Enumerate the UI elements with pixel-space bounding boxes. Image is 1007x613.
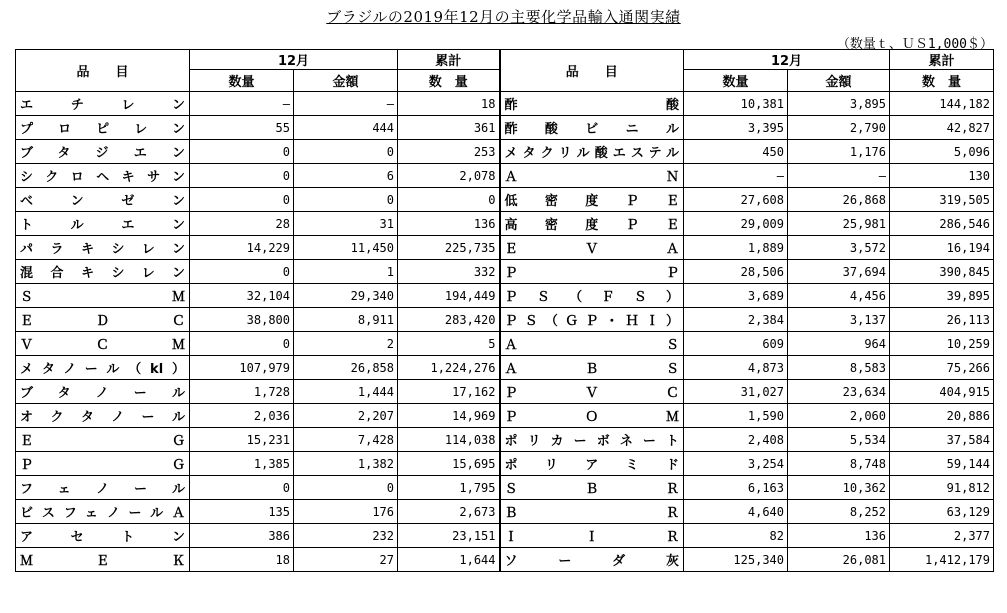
item-label: ＰＳ（ＦＳ） — [504, 290, 679, 305]
right-item-name — [500, 116, 684, 140]
right-amt-cell: 2,060 — [788, 404, 890, 428]
right-qty-cell: 28,506 — [684, 260, 788, 284]
item-label: ベンゼン — [20, 194, 185, 209]
header-amount-right: 金額 — [788, 70, 890, 92]
right-amt-cell: 3,572 — [788, 236, 890, 260]
right-qty-cell: 4,873 — [684, 356, 788, 380]
right-item-name — [500, 452, 684, 476]
left-cum-cell: 1,644 — [398, 548, 500, 572]
left-item-name — [16, 380, 190, 404]
item-label: ＰＯＭ — [504, 410, 679, 425]
right-cum-cell: 404,915 — [890, 380, 994, 404]
left-cum-cell: 225,735 — [398, 236, 500, 260]
right-item-name — [500, 164, 684, 188]
left-item-name — [16, 428, 190, 452]
page-title: ブラジルの2019年12月の主要化学品輸入通関実績 — [326, 8, 681, 26]
left-amt-cell: 2,207 — [294, 404, 398, 428]
table-row — [16, 212, 994, 236]
left-cum-cell: 1,795 — [398, 476, 500, 500]
right-item-name — [500, 404, 684, 428]
left-amt-cell: 1,444 — [294, 380, 398, 404]
table-row — [16, 188, 994, 212]
item-label: ＳＭ — [20, 290, 185, 305]
left-cum-cell: 253 — [398, 140, 500, 164]
item-label: メタクリル酸エステル — [504, 146, 679, 161]
left-qty-cell: 0 — [190, 164, 294, 188]
item-label: パラキシレン — [20, 242, 185, 257]
header-quantity-left: 数量 — [190, 70, 294, 92]
right-amt-cell: 8,748 — [788, 452, 890, 476]
right-amt-cell: 37,694 — [788, 260, 890, 284]
item-label: 混合キシレン — [20, 266, 185, 281]
table-row — [16, 236, 994, 260]
left-item-name — [16, 452, 190, 476]
left-qty-cell: 0 — [190, 332, 294, 356]
item-label: シクロヘキサン — [20, 170, 185, 185]
left-qty-cell: — — [190, 92, 294, 116]
right-amt-cell: 8,252 — [788, 500, 890, 524]
table-row — [16, 164, 994, 188]
item-label: 高密度ＰＥ — [504, 218, 679, 233]
left-amt-cell: 2 — [294, 332, 398, 356]
left-item-name — [16, 332, 190, 356]
item-label: プロピレン — [20, 122, 185, 137]
table-row — [16, 500, 994, 524]
right-cum-cell: 20,886 — [890, 404, 994, 428]
left-cum-cell: 136 — [398, 212, 500, 236]
right-amt-cell: 1,176 — [788, 140, 890, 164]
right-qty-cell: 609 — [684, 332, 788, 356]
left-amt-cell: 31 — [294, 212, 398, 236]
unit-note: （数量ｔ、ＵＳ1,000＄） — [836, 37, 993, 52]
left-amt-cell: 176 — [294, 500, 398, 524]
left-cum-cell: 14,969 — [398, 404, 500, 428]
table-row — [16, 428, 994, 452]
left-item-name — [16, 476, 190, 500]
item-label: ＥＶＡ — [504, 242, 679, 257]
table-row — [16, 140, 994, 164]
left-item-name — [16, 140, 190, 164]
right-qty-cell: 3,254 — [684, 452, 788, 476]
right-cum-cell: 39,895 — [890, 284, 994, 308]
left-item-name — [16, 308, 190, 332]
left-item-name — [16, 188, 190, 212]
left-qty-cell: 135 — [190, 500, 294, 524]
left-cum-cell: 2,673 — [398, 500, 500, 524]
right-item-name — [500, 92, 684, 116]
right-amt-cell: 26,081 — [788, 548, 890, 572]
left-amt-cell: 29,340 — [294, 284, 398, 308]
right-item-name — [500, 236, 684, 260]
header-cumulative-right: 累計 — [890, 50, 994, 70]
table-row — [16, 356, 994, 380]
right-qty-cell: 3,689 — [684, 284, 788, 308]
header-month-left: 12月 — [190, 50, 398, 70]
right-qty-cell: 31,027 — [684, 380, 788, 404]
left-qty-cell: 0 — [190, 188, 294, 212]
item-label: 酢酸ビニル — [504, 122, 679, 137]
left-amt-cell: 27 — [294, 548, 398, 572]
item-label: フェノール — [20, 482, 185, 497]
right-item-name — [500, 524, 684, 548]
left-amt-cell: 8,911 — [294, 308, 398, 332]
left-amt-cell: 1,382 — [294, 452, 398, 476]
left-qty-cell: 1,385 — [190, 452, 294, 476]
left-item-name — [16, 524, 190, 548]
header-month-right: 12月 — [684, 50, 890, 70]
item-label: ＭＥＫ — [20, 554, 185, 569]
header-cum-quantity-right: 数 量 — [890, 70, 994, 92]
right-cum-cell: 319,505 — [890, 188, 994, 212]
right-qty-cell: — — [684, 164, 788, 188]
right-amt-cell: 23,634 — [788, 380, 890, 404]
right-qty-cell: 2,408 — [684, 428, 788, 452]
item-label: ＶＣＭ — [20, 338, 185, 353]
right-amt-cell: 4,456 — [788, 284, 890, 308]
right-item-name — [500, 260, 684, 284]
left-qty-cell: 386 — [190, 524, 294, 548]
right-qty-cell: 1,590 — [684, 404, 788, 428]
right-cum-cell: 390,845 — [890, 260, 994, 284]
right-amt-cell: 5,534 — [788, 428, 890, 452]
item-label: オクタノール — [20, 410, 185, 425]
left-item-name — [16, 116, 190, 140]
left-cum-cell: 23,151 — [398, 524, 500, 548]
table-row — [16, 380, 994, 404]
right-qty-cell: 29,009 — [684, 212, 788, 236]
right-item-name — [500, 428, 684, 452]
item-label: ＡＢＳ — [504, 362, 679, 377]
right-qty-cell: 3,395 — [684, 116, 788, 140]
left-qty-cell: 18 — [190, 548, 294, 572]
right-item-name — [500, 332, 684, 356]
right-item-name — [500, 140, 684, 164]
right-cum-cell: 16,194 — [890, 236, 994, 260]
left-cum-cell: 283,420 — [398, 308, 500, 332]
item-label: ＥＧ — [20, 434, 185, 449]
right-qty-cell: 82 — [684, 524, 788, 548]
right-item-name — [500, 380, 684, 404]
item-label: ブタノール — [20, 386, 185, 401]
left-item-name — [16, 92, 190, 116]
left-amt-cell: — — [294, 92, 398, 116]
right-item-name — [500, 284, 684, 308]
item-label: ＥＤＣ — [20, 314, 185, 329]
table-row — [16, 92, 994, 116]
right-cum-cell: 144,182 — [890, 92, 994, 116]
left-qty-cell: 107,979 — [190, 356, 294, 380]
table-row — [16, 524, 994, 548]
right-qty-cell: 2,384 — [684, 308, 788, 332]
left-qty-cell: 0 — [190, 476, 294, 500]
left-qty-cell: 1,728 — [190, 380, 294, 404]
left-item-name — [16, 404, 190, 428]
right-qty-cell: 4,640 — [684, 500, 788, 524]
left-item-name — [16, 356, 190, 380]
header-item-left: 品 目 — [16, 50, 190, 92]
left-qty-cell: 32,104 — [190, 284, 294, 308]
right-amt-cell: 3,895 — [788, 92, 890, 116]
header-item-right: 品 目 — [500, 50, 684, 92]
item-label: メタノール（kl） — [20, 362, 185, 377]
left-item-name — [16, 548, 190, 572]
right-cum-cell: 286,546 — [890, 212, 994, 236]
left-cum-cell: 17,162 — [398, 380, 500, 404]
item-label: ビスフェノールＡ — [20, 506, 185, 521]
left-amt-cell: 1 — [294, 260, 398, 284]
left-cum-cell: 1,224,276 — [398, 356, 500, 380]
right-item-name — [500, 500, 684, 524]
left-cum-cell: 332 — [398, 260, 500, 284]
right-cum-cell: 63,129 — [890, 500, 994, 524]
right-amt-cell: 2,790 — [788, 116, 890, 140]
right-qty-cell: 125,340 — [684, 548, 788, 572]
item-label: ＰＰ — [504, 266, 679, 281]
right-amt-cell: 3,137 — [788, 308, 890, 332]
left-cum-cell: 5 — [398, 332, 500, 356]
right-cum-cell: 2,377 — [890, 524, 994, 548]
right-amt-cell: 10,362 — [788, 476, 890, 500]
left-qty-cell: 55 — [190, 116, 294, 140]
header-cumulative-left: 累計 — [398, 50, 500, 70]
right-cum-cell: 75,266 — [890, 356, 994, 380]
right-qty-cell: 6,163 — [684, 476, 788, 500]
right-amt-cell: 964 — [788, 332, 890, 356]
left-qty-cell: 38,800 — [190, 308, 294, 332]
left-qty-cell: 2,036 — [190, 404, 294, 428]
left-amt-cell: 6 — [294, 164, 398, 188]
item-label: 酢酸 — [504, 98, 679, 113]
left-amt-cell: 0 — [294, 188, 398, 212]
item-label: エチレン — [20, 98, 185, 113]
right-qty-cell: 27,608 — [684, 188, 788, 212]
left-amt-cell: 0 — [294, 140, 398, 164]
right-cum-cell: 59,144 — [890, 452, 994, 476]
table-row — [16, 284, 994, 308]
table-row — [16, 476, 994, 500]
right-item-name — [500, 356, 684, 380]
left-qty-cell: 0 — [190, 260, 294, 284]
right-item-name — [500, 212, 684, 236]
left-qty-cell: 15,231 — [190, 428, 294, 452]
item-label: ＩＩＲ — [504, 530, 679, 545]
table-row — [16, 116, 994, 140]
right-item-name — [500, 548, 684, 572]
item-label: アセトン — [20, 530, 185, 545]
left-item-name — [16, 236, 190, 260]
right-cum-cell: 42,827 — [890, 116, 994, 140]
right-cum-cell: 130 — [890, 164, 994, 188]
item-label: ＰＶＣ — [504, 386, 679, 401]
left-item-name — [16, 500, 190, 524]
item-label: 低密度ＰＥ — [504, 194, 679, 209]
table-row — [16, 548, 994, 572]
item-label: ＡＮ — [504, 170, 679, 185]
right-qty-cell: 1,889 — [684, 236, 788, 260]
left-amt-cell: 0 — [294, 476, 398, 500]
table-row — [16, 404, 994, 428]
right-cum-cell: 37,584 — [890, 428, 994, 452]
left-amt-cell: 444 — [294, 116, 398, 140]
right-cum-cell: 10,259 — [890, 332, 994, 356]
left-item-name — [16, 260, 190, 284]
left-amt-cell: 232 — [294, 524, 398, 548]
item-label: ポリカーボネート — [504, 434, 679, 449]
item-label: ＢＲ — [504, 506, 679, 521]
right-amt-cell: 25,981 — [788, 212, 890, 236]
right-cum-cell: 5,096 — [890, 140, 994, 164]
left-item-name — [16, 164, 190, 188]
right-item-name — [500, 308, 684, 332]
item-label: ＰＧ — [20, 458, 185, 473]
left-cum-cell: 194,449 — [398, 284, 500, 308]
item-label: ＰＳ（ＧＰ・ＨＩ） — [504, 314, 679, 329]
right-qty-cell: 10,381 — [684, 92, 788, 116]
table-row — [16, 332, 994, 356]
item-label: ＡＳ — [504, 338, 679, 353]
header-cum-quantity-left: 数 量 — [398, 70, 500, 92]
left-cum-cell: 15,695 — [398, 452, 500, 476]
left-item-name — [16, 284, 190, 308]
item-label: トルエン — [20, 218, 185, 233]
header-amount-left: 金額 — [294, 70, 398, 92]
left-amt-cell: 7,428 — [294, 428, 398, 452]
right-amt-cell: — — [788, 164, 890, 188]
left-cum-cell: 18 — [398, 92, 500, 116]
right-cum-cell: 91,812 — [890, 476, 994, 500]
item-label: ポリアミド — [504, 458, 679, 473]
table-row — [16, 452, 994, 476]
left-cum-cell: 2,078 — [398, 164, 500, 188]
left-amt-cell: 26,858 — [294, 356, 398, 380]
left-amt-cell: 11,450 — [294, 236, 398, 260]
right-cum-cell: 26,113 — [890, 308, 994, 332]
right-qty-cell: 450 — [684, 140, 788, 164]
import-table — [15, 49, 994, 572]
left-item-name — [16, 212, 190, 236]
left-cum-cell: 0 — [398, 188, 500, 212]
right-item-name — [500, 188, 684, 212]
left-qty-cell: 14,229 — [190, 236, 294, 260]
left-qty-cell: 28 — [190, 212, 294, 236]
left-qty-cell: 0 — [190, 140, 294, 164]
table-row — [16, 260, 994, 284]
table-row — [16, 308, 994, 332]
right-amt-cell: 26,868 — [788, 188, 890, 212]
right-amt-cell: 136 — [788, 524, 890, 548]
item-label: ソーダ灰 — [504, 554, 679, 569]
right-cum-cell: 1,412,179 — [890, 548, 994, 572]
item-label: ＳＢＲ — [504, 482, 679, 497]
item-label: ブタジエン — [20, 146, 185, 161]
header-quantity-right: 数量 — [684, 70, 788, 92]
left-cum-cell: 361 — [398, 116, 500, 140]
left-cum-cell: 114,038 — [398, 428, 500, 452]
right-amt-cell: 8,583 — [788, 356, 890, 380]
right-item-name — [500, 476, 684, 500]
